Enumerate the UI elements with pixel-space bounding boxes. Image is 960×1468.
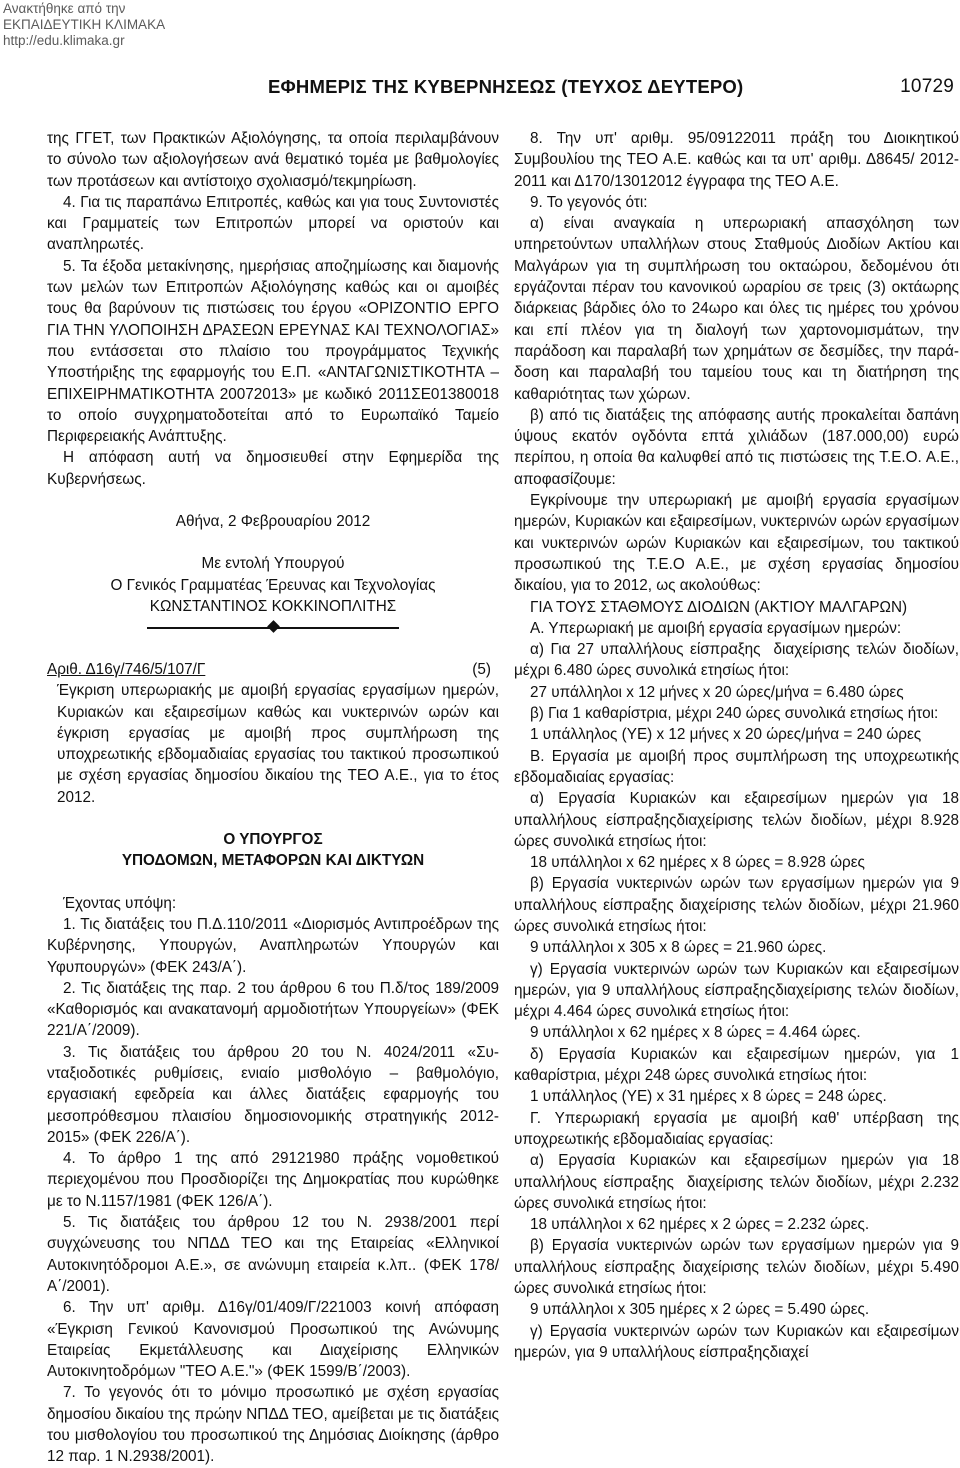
watermark-line: Ανακτήθηκε από την — [3, 1, 126, 16]
consideration: 4. Το άρθρο 1 της από 29121980 πράξης νομοθετικού περιεχομένου που Προσδιορίζει της Δημοκρατίας που κυρώθηκε με το Ν.1157/1981 (ΦΕΚ 126/Α΄). — [47, 1150, 499, 1210]
consideration: 5. Τις διατάξεις του άρθρου 12 του Ν. 2938/2001 περί συγχώνευσης του ΝΠΔΔ ΤΕΟ και της Εταιρείας «Ελληνικοί Αυτοκινητόδρομοι Α.Ε.», σε ανώνυμη εταιρεία κ.λπ.. (ΦΕΚ 178/Α΄/2001). — [47, 1214, 499, 1295]
approval-paragraph: Εγκρίνουμε την υπερωριακή με αμοιβή εργασία εργασίμων ημερών, Κυριακών και εξαιρεσίμων, νυκτερινών ωρών εργασίμων και νυκτερινών ωρών Κυριακών και εξαιρεσίμων, του τακτικού προσωπικού της Τ.Ε.Ο Α.Ε., με σχέση εργασίας δημοσίου δικαίου, για το 2012, ως ακολούθως: — [514, 492, 959, 595]
left-column — [47, 128, 499, 1468]
minister-title: Ο ΥΠΟΥΡΓΟΣ — [223, 831, 323, 849]
consideration: 7. Το γεγονός ότι το μόνιμο προσωπικό με σχέση εργασίας δημοσίου δικαίου της πρώην ΝΠΔΔ ΤΕΟ, αμείβεται με τις διατάξεις του μισθολογίου του προσωπικού της Δημόσιας Διοίκησης (άρθρο 12 παρ. 1 Ν.2938/2001). — [47, 1384, 499, 1466]
having-regard: Έχοντας υπόψη: — [63, 894, 177, 912]
decision-heading — [47, 659, 499, 680]
list-item: γ) Εργασία νυκτερινών ωρών των Κυριακών και εξαιρεσίμων ημερών, για 9 υπαλλήλους είσπραξηςδιαχείρισης τελών διοδίων, μέχρι 4.464 ώρες συνολικά ετησίως ήτοι: — [514, 960, 959, 1021]
paragraph: 4. Για τις παραπάνω Επιτροπές, καθώς και για τους Συντονιστές και Γραμματείς των Επιτροπών μπορεί να οριστούν και αναπληρωτές. — [47, 193, 499, 254]
signature-line: Ο Γενικός Γραμματέας Έρευνας και Τεχνολογίας — [110, 576, 436, 594]
section-heading: Α. Υπερωριακή με αμοιβή εργασία εργασίμων ημερών: — [530, 619, 902, 637]
decision-subject: Έγκριση υπερωριακής με αμοιβή εργασίας εργασίμων ημερών, Κυριακών και εξαιρεσίμων καθώς και νυκτερινών ωρών και έγκριση εργασίας με αμοιβή προς συμπλήρωση της υποχρεωτικής εβδομαδιαίας εργασίας του τακτικού προσωπικού με σχέση εργασίας δημοσίου δικαίου της ΤΕΟ Α.Ε., για το έτος 2012. — [57, 682, 499, 806]
diamond-icon — [267, 620, 280, 633]
gazette-title: ΕΦΗΜΕΡΙΣ ΤΗΣ ΚΥΒΕΡΝΗΣΕΩΣ (ΤΕΥΧΟΣ ΔΕΥΤΕΡΟ) — [268, 76, 744, 97]
watermark — [3, 1, 165, 49]
calculation: 18 υπάλληλοι x 62 ημέρες x 8 ώρες = 8.928 ώρες — [530, 854, 865, 872]
decision-number: Αριθ. Δ16γ/746/5/107/Γ — [47, 661, 206, 679]
consideration: 3. Τις διατάξεις του άρθρου 20 του Ν. 4024/2011 «Συνταξιοδοτικές ρυθμίσεις, ενιαίο μισθολόγιο – βαθμολόγιο, εργασιακή εφεδρεία και άλλες διατάξεις εφαρμογής του μεσοπρόθεσμου πλαισίου δημοσιονομικής στρατηγικής 20122015» (ΦΕΚ 226/Α΄). — [47, 1043, 499, 1146]
place-date: Αθήνα, 2 Φεβρουαρίου 2012 — [175, 513, 371, 531]
paragraph: Η απόφαση αυτή να δημοσιευθεί στην Εφημερίδα της Κυβερνήσεως. — [47, 449, 499, 488]
consideration-item: α) είναι αναγκαία η υπερωριακή απασχόληση των υπηρετούντων υπαλλήλων στους Σταθμούς Διοδίων Ακτίου και Μαλγάρων για τη συμπλήρωση του οκταώρου, δεδομένου ότι εργάζονται πέραν του κανονικού ωραρίου σε τρεις (3) οκτάωρης διάρκειας βάρδιες όλο το 24ωρο και όλες τις ημέρες του χρόνου και επί πλέον για τη διαλογή των χαρτονομισμάτων, την παράδοση και παραλαβή των χρημάτων σε δεσμίδες, την παράδοση και παραλαβή του ταμείου τους και τη διατήρηση της καθαριότητας των χώρων. — [514, 215, 959, 403]
page-header — [0, 76, 960, 102]
calculation: 1 υπάλληλος (ΥΕ) x 31 ημέρες x 8 ώρες = 248 ώρες. — [530, 1088, 887, 1106]
consideration: 1. Τις διατάξεις του Π.Δ.110/2011 «Διορισμός Αντιπροέδρων της Κυβέρνησης, Υπουργών, Αναπληρωτών Υπουργών και Υφυπουργών» (ΦΕΚ 243/Α΄). — [47, 915, 499, 976]
consideration-item: β) από τις διατάξεις της απόφασης αυτής προκαλείται δαπάνη ύψους εκατόν ογδόντα επτά χιλιάδων (187.000,00) ευρώ περίπου, η οποία θα καλυφθεί από τις πιστώσεις της Τ.Ε.Ο. Α.Ε., αποφασίζουμε: — [514, 406, 959, 488]
calculation: 9 υπάλληλοι x 305 x 8 ώρες = 21.960 ώρες. — [530, 939, 827, 957]
calculation: 1 υπάλληλος (ΥΕ) x 12 μήνες x 20 ώρες/μήνα = 240 ώρες — [530, 726, 922, 744]
list-item: α) Για 27 υπαλλήλους είσπραξης διαχείρισης τελών διοδίων, μέχρι 6.480 ώρες συνολικά ετησίως ήτοι: — [514, 641, 959, 680]
section-heading: ΓΙΑ ΤΟΥΣ ΣΤΑΘΜΟΥΣ ΔΙΟΔΙΩΝ (ΑΚΤΙΟΥ ΜΑΛΓΑΡΩΝ) — [530, 598, 908, 616]
list-item: β) Εργασία νυκτερινών ωρών των εργασίμων ημερών για 9 υπαλλήλους είσπραξης διαχείρισης τελών διοδίων, μέχρι 5.490 ώρες συνολικά ετησίως ήτοι: — [514, 1237, 959, 1298]
list-item: β) Εργασία νυκτερινών ωρών των εργασίμων ημερών για 9 υπαλλήλους είσπραξης διαχείρισης τελών διοδίων, μέχρι 21.960 ώρες συνολικά ετησίως ήτοι: — [514, 875, 959, 935]
calculation: 27 υπάλληλοι x 12 μήνες x 20 ώρες/μήνα = 6.480 ώρες — [530, 683, 904, 701]
consideration: 8. Την υπ' αριθμ. 95/09122011 πράξη του Διοικητικού Συμβουλίου της ΤΕΟ Α.Ε. καθώς και τα υπ' αριθμ. Δ8645/ 20122011 και Δ170/13012012 έγγραφα της ΤΕΟ Α.Ε. — [514, 130, 959, 190]
signature-line: Με εντολή Υπουργού — [201, 555, 345, 573]
watermark-line: ΕΚΠΑΙΔΕΥΤΙΚΗ ΚΛΙΜΑΚΑ — [3, 17, 166, 32]
list-item: α) Εργασία Κυριακών και εξαιρεσίμων ημερών για 18 υπαλλήλους είσπραξηςδιαχείρισης τελών διοδίων, μέχρι 8.928 ώρες συνολικά ετησίως ήτοι: — [514, 790, 959, 850]
gazette-number: (5) — [472, 661, 491, 679]
calculation: 18 υπάλληλοι x 62 ημέρες x 2 ώρες = 2.232 ώρες. — [530, 1216, 870, 1234]
right-column — [514, 128, 959, 1363]
list-item: β) Για 1 καθαρίστρια, μέχρι 240 ώρες συνολικά ετησίως ήτοι: — [530, 705, 939, 723]
paragraph: της ΓΓΕΤ, των Πρακτικών Αξιολόγησης, τα οποία περιλαμβάνουν το σύνολο των αξιολογήσεων ανά θεματικό τομέα με βαθμολογίες των προτάσεων και αντίστοιχο σχολιασμό/τεκμηρίωση. — [47, 130, 499, 190]
consideration: 2. Τις διατάξεις της παρ. 2 του άρθρου 6 του Π.δ/τος 189/2009 «Καθορισμός και ανακατανομή αρμοδιοτήτων Υπουργείων» (ΦΕΚ 221/Α΄/2009). — [47, 979, 499, 1040]
calculation: 9 υπάλληλοι x 305 ημέρες x 2 ώρες = 5.490 ώρες. — [530, 1301, 870, 1319]
list-item: α) Εργασία Κυριακών και εξαιρεσίμων ημερών για 18 υπαλλήλους είσπραξης διαχείρισης τελών διοδίων, μέχρι 2.232 ώρες συνολικά ετησίως ήτοι: — [514, 1152, 959, 1212]
section-separator — [47, 617, 499, 638]
paragraph: 5. Τα έξοδα μετακίνησης, ημερήσιας αποζημίωσης και διαμονής των μελών των Επιτροπών Αξιολόγησης καθώς και οι αμοιβές τους θα βαρύνουν τις πιστώσεις του έργου «ΟΡΙΖΟΝΤΙΟ ΕΡΓΟ ΓΙΑ ΤΗΝ ΥΛΟΠΟΙΗΣΗ ΔΡΑΣΕΩΝ ΕΡΕΥΝΑΣ ΚΑΙ ΤΕΧΝΟΛΟΓΙΑΣ» που εντάσσεται στο πλαίσιο του προγράμματος Τεχνικής Υποστήριξης της εφαρμογής του Ε.Π. «ΑΝΤΑΓΩΝΙΣΤΙΚΟΤΗΤΑ – ΕΠΙΧΕΙΡΗΜΑΤΙΚΟΤΗΤΑ 20072013» με κωδικό 2011ΣΕ01380018 το οποίο συγχρηματοδοτείται από το Ευρωπαϊκό Ταμείο Περιφερειακής Ανάπτυξης. — [47, 257, 499, 446]
signatory-name: ΚΩΝΣΤΑΝΤΙΝΟΣ ΚΟΚΚΙΝΟΠΛΙΤΗΣ — [149, 597, 397, 615]
list-item: δ) Εργασία Κυριακών και εξαιρεσίμων ημερών, για 1 καθαρίστρια, μέχρι 248 ώρες συνολικά ετησίως ήτοι: — [514, 1045, 959, 1085]
ministry-name: ΥΠΟΔΟΜΩΝ, ΜΕΤΑΦΟΡΩΝ ΚΑΙ ΔΙΚΤΥΩΝ — [121, 852, 425, 870]
page-number: 10729 — [900, 76, 954, 97]
section-heading: Β. Εργασία με αμοιβή προς συμπλήρωση της υποχρεωτικής εβδομαδιαίας εργασίας: — [514, 747, 959, 786]
list-item: γ) Εργασία νυκτερινών ωρών των Κυριακών και εξαιρεσίμων ημερών, για 9 υπαλλήλους είσπραξηςδιαχεί — [514, 1322, 959, 1361]
consideration: 9. Το γεγονός ότι: — [530, 193, 648, 211]
consideration: 6. Την υπ' αριθμ. Δ16γ/01/409/Γ/221003 κοινή απόφαση «Έγκριση Γενικού Κανονισμού Προσωπικού της Ανώνυμης Εταιρείας Εκμετάλλευσης και Διαχείρισης Ελληνικών Αυτοκινητοδρόμων "ΤΕΟ Α.Ε."» (ΦΕΚ 1599/Β΄/2003). — [47, 1299, 499, 1381]
section-heading: Γ. Υπερωριακή εργασία με αμοιβή καθ' υπέρβαση της υποχρεωτικής εβδομαδιαίας εργασίας: — [514, 1109, 959, 1148]
watermark-link[interactable]: http://edu.klimaka.gr — [3, 33, 125, 48]
calculation: 9 υπάλληλοι x 62 ημέρες x 8 ώρες = 4.464 ώρες. — [530, 1024, 861, 1042]
